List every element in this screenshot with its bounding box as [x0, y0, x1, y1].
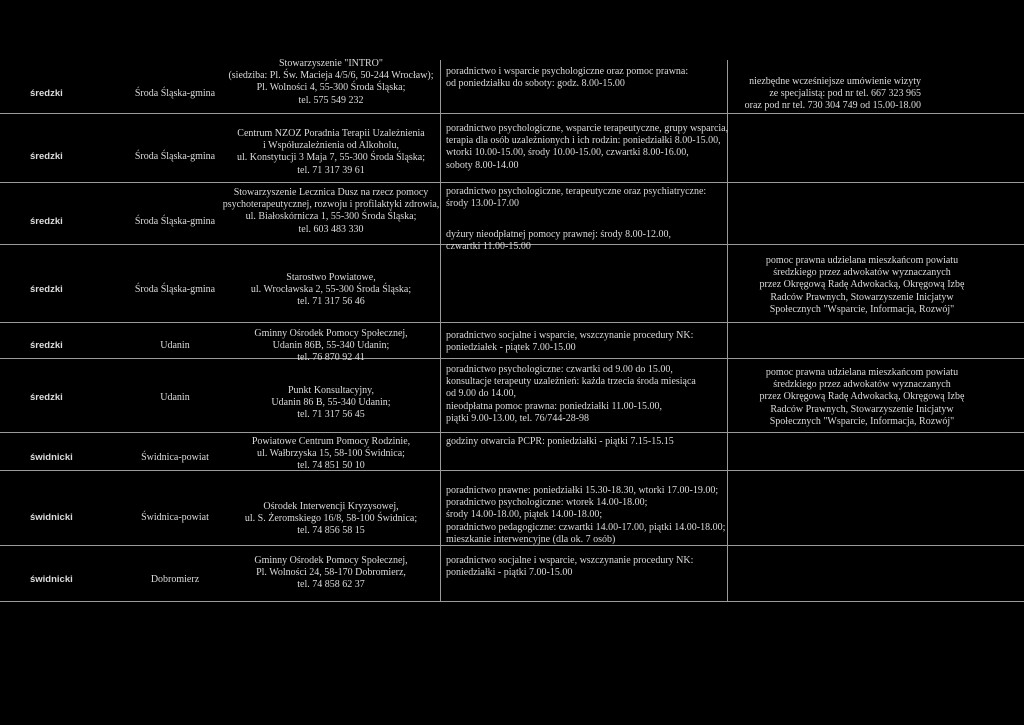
row-divider: [0, 601, 1024, 602]
services-cell: poradnictwo psychologiczne, wsparcie terapeutyczne, grupy wsparcia, terapia dla osób uzależnionych i ich rodzin: poniedziałki 8.00-15.00, wtorki 10.00-15.00, środy 10.00-15.00, czwartki 8.00-16.00, soboty 8.00-14.00: [446, 123, 729, 171]
powiat-cell: średzki: [30, 392, 63, 403]
powiat-cell: średzki: [30, 151, 63, 162]
notes-cell: pomoc prawna udzielana mieszkańcom powiatu średzkiego przez adwokatów wyznaczanych przez Okręgową Radę Adwokacką, Okręgową Izbę Radców Prawnych, Stowarzyszenie Inicjatyw Społecznych "Wsparcie, Informacja, Rozwój": [759, 367, 965, 427]
services-cell: poradnictwo psychologiczne: czwartki od 9.00 do 15.00, konsultacje terapeuty uzależnień: każda trzecia środa miesiąca od 9.00 do 14.00, nieodpłatna pomoc prawna: poniedziałki 11.00-15.00, piątki 9.00-13.00, tel. 76/744-28-98: [446, 364, 696, 424]
powiat-cell: średzki: [30, 88, 63, 99]
powiat-cell: świdnicki: [30, 452, 73, 463]
gmina-cell: Środa Śląska-gmina: [134, 88, 216, 99]
gmina-cell: Środa Śląska-gmina: [134, 151, 216, 162]
services-cell: dyżury nieodpłatnej pomocy prawnej: środy 8.00-12.00, czwartki 11.00-15.00: [446, 229, 671, 253]
notes-cell: niezbędne wcześniejsze umówienie wizyty ze specjalistą: pod nr tel. 667 323 965 oraz pod nr tel. 730 304 749 od 15.00-18.00: [744, 76, 921, 112]
gmina-cell: Środa Śląska-gmina: [134, 284, 216, 295]
gmina-cell: Świdnica-powiat: [141, 452, 209, 463]
services-cell: godziny otwarcia PCPR: poniedziałki - piątki 7.15-15.15: [446, 436, 674, 447]
services-cell: poradnictwo prawne: poniedziałki 15.30-18.30, wtorki 17.00-19.00; poradnictwo psychologiczne: wtorek 14.00-18.00; środy 14.00-18.00, piątek 14.00-18.00; poradnictwo pedagogiczne: czwartki 14.00-17.00, piątki 14.00-18.00; mieszkanie interwencyjne (dla ok. 7 osób): [446, 485, 726, 545]
services-cell: poradnictwo socjalne i wsparcie, wszczynanie procedury NK: poniedziałki - piątki 7.00-15.00: [446, 555, 694, 579]
powiat-cell: średzki: [30, 284, 63, 295]
institution-cell: Gminny Ośrodek Pomocy Społecznej, Pl. Wolności 24, 58-170 Dobromierz, tel. 74 858 62 37: [254, 555, 408, 591]
powiat-cell: średzki: [30, 216, 63, 227]
row-divider: [0, 470, 1024, 471]
powiat-cell: świdnicki: [30, 512, 73, 523]
services-cell: poradnictwo i wsparcie psychologiczne oraz pomoc prawna: od poniedziałku do soboty: godz. 8.00-15.00: [446, 66, 689, 90]
institution-cell: Gminny Ośrodek Pomocy Społecznej, Udanin 86B, 55-340 Udanin; tel. 76 870 92 41: [254, 328, 408, 364]
services-cell: poradnictwo psychologiczne, terapeutyczne oraz psychiatryczne: środy 13.00-17.00: [446, 186, 707, 210]
institution-cell: Stowarzyszenie "INTRO" (siedziba: Pl. Św. Macieja 4/5/6, 50-244 Wrocław); Pl. Wolności 4, 55-300 Środa Śląska; tel. 575 549 232: [228, 58, 434, 106]
powiat-cell: średzki: [30, 340, 63, 351]
institution-cell: Punkt Konsultacyjny, Udanin 86 B, 55-340 Udanin; tel. 71 317 56 45: [271, 385, 391, 421]
gmina-cell: Udanin: [160, 392, 190, 403]
row-divider: [0, 182, 1024, 183]
gmina-cell: Udanin: [160, 340, 190, 351]
gmina-cell: Świdnica-powiat: [141, 512, 209, 523]
column-divider: [440, 60, 441, 601]
row-divider: [0, 113, 1024, 114]
row-divider: [0, 322, 1024, 323]
institution-cell: Centrum NZOZ Poradnia Terapii Uzależnienia i Współuzależnienia od Alkoholu, ul. Konstytucji 3 Maja 7, 55-300 Środa Śląska; tel. 71 317 39 61: [236, 128, 426, 176]
row-divider: [0, 358, 1024, 359]
institution-cell: Stowarzyszenie Lecznica Dusz na rzecz pomocy psychoterapeutycznej, rozwoju i profilaktyki zdrowia, ul. Białoskórnicza 1, 55-300 Środa Śląska; tel. 603 483 330: [222, 187, 440, 235]
gmina-cell: Środa Śląska-gmina: [134, 216, 216, 227]
institution-cell: Ośrodek Interwencji Kryzysowej, ul. S. Żeromskiego 16/8, 58-100 Świdnica; tel. 74 856 58 15: [244, 501, 418, 537]
notes-cell: pomoc prawna udzielana mieszkańcom powiatu średzkiego przez adwokatów wyznaczanych przez Okręgową Radę Adwokacką, Okręgową Izbę Radców Prawnych, Stowarzyszenie Inicjatyw Społecznych "Wsparcie, Informacja, Rozwój": [759, 255, 965, 315]
powiat-cell: świdnicki: [30, 574, 73, 585]
institution-cell: Powiatowe Centrum Pomocy Rodzinie, ul. Wałbrzyska 15, 58-100 Świdnica; tel. 74 851 50 10: [251, 436, 411, 472]
gmina-cell: Dobromierz: [150, 574, 200, 585]
row-divider: [0, 432, 1024, 433]
institution-cell: Starostwo Powiatowe, ul. Wrocławska 2, 55-300 Środa Śląska; tel. 71 317 56 46: [250, 272, 412, 308]
services-cell: poradnictwo socjalne i wsparcie, wszczynanie procedury NK: poniedziałek - piątek 7.00-15.00: [446, 330, 694, 354]
